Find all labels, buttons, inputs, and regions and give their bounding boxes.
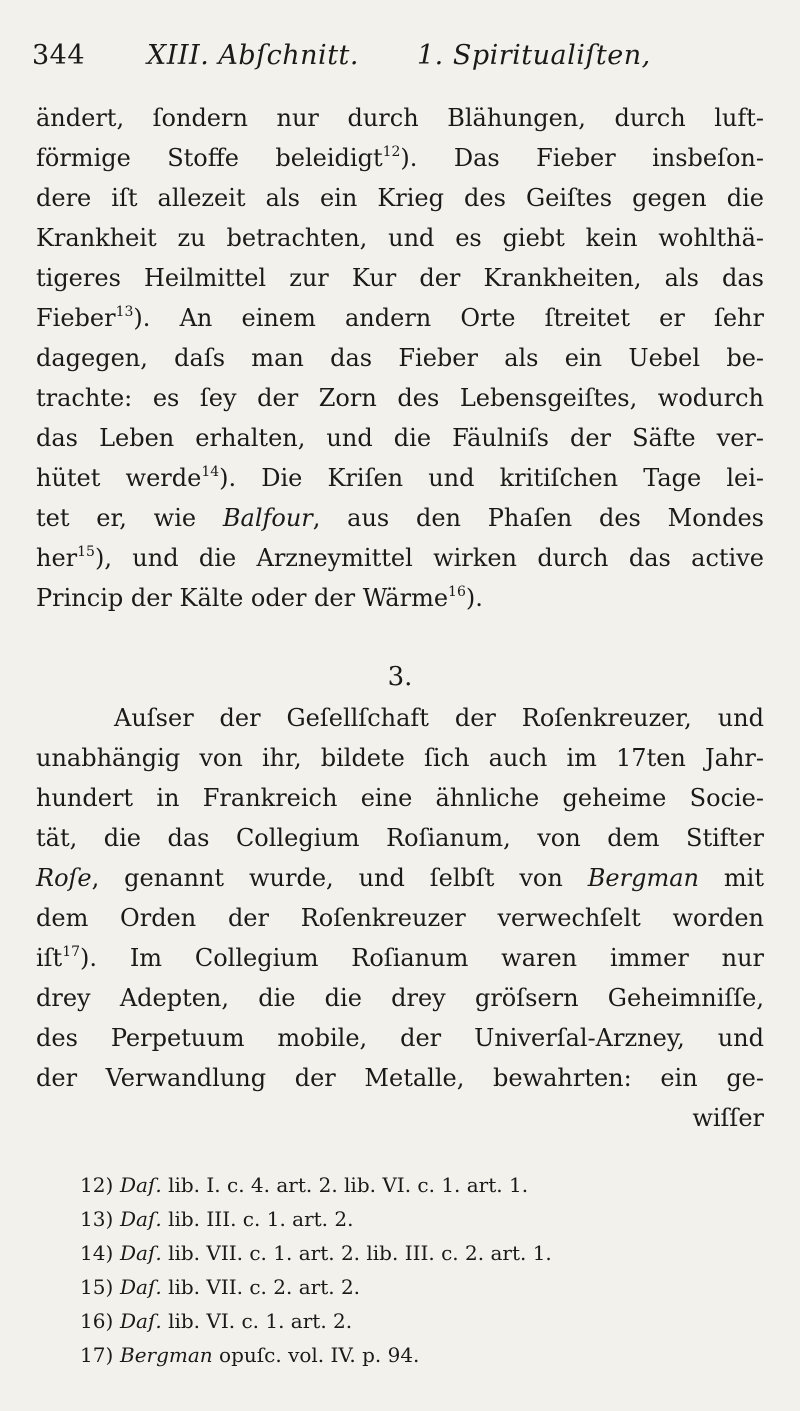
footnote: 14) Daſ. lib. VII. c. 1. art. 2. lib. III. c. 2. art. 1. [80, 1241, 552, 1265]
text-line: ändert, ſondern nur durch Blähungen, durch luft- [36, 104, 764, 132]
subsection-title: 1. Spiritualiſten, [417, 40, 651, 71]
footnote: 15) Daſ. lib. VII. c. 2. art. 2. [80, 1275, 361, 1299]
text-line: tät, die das Collegium Roſianum, von dem Stifter [36, 824, 764, 852]
text-line: Auſser der Geſellſchaft der Roſenkreuzer, und [114, 704, 764, 732]
footnote-ref[interactable]: 17 [62, 944, 81, 960]
text-line: hütet werde$^{14}$). Die Kriſen und kritiſchen Tage lei- [36, 464, 764, 492]
text-line: unabhängig von ihr, bildete ſich auch im 17ten Jahr- [36, 744, 764, 772]
text-line: dagegen, daſs man das Fieber als ein Uebel be- [36, 344, 764, 372]
text-line: dem Orden der Roſenkreuzer verwechſelt worden [36, 904, 764, 932]
footnote-ref[interactable]: 15 [77, 544, 95, 560]
text-line: dere iſt allezeit als ein Krieg des Geiſtes gegen die [36, 184, 764, 212]
text-line: Roſe, genannt wurde, und ſelbſt von Bergman mit [36, 864, 764, 892]
author-name: Balfour [222, 504, 313, 532]
footnote-ref[interactable]: 13 [115, 304, 134, 320]
text-line: des Perpetuum mobile, der Univerſal-Arzney, und [36, 1024, 764, 1052]
text-line: Princip der Kälte oder der Wärme$^{16}$). [36, 584, 483, 612]
section-title: XIII. Abſchnitt. [147, 40, 359, 71]
footnote: 13) Daſ. lib. III. c. 1. art. 2. [80, 1207, 354, 1231]
text-line: her$^{15}$), und die Arzneymittel wirken durch das active [36, 544, 764, 572]
text-line: das Leben erhalten, und die Fäulniſs der Säfte ver- [36, 424, 764, 452]
footnote: 17) Bergman opuſc. vol. IV. p. 94. [80, 1343, 420, 1367]
footnote: 12) Daſ. lib. I. c. 4. art. 2. lib. VI. c. 1. art. 1. [80, 1173, 529, 1197]
footnote-ref[interactable]: 12 [382, 144, 401, 160]
text-line: iſt$^{17}$). Im Collegium Roſianum waren immer nur [36, 944, 764, 972]
author-name: Bergman [587, 864, 699, 892]
footnote-ref[interactable]: 14 [201, 464, 220, 480]
text-line: hundert in Frankreich eine ähnliche geheime Socie- [36, 784, 764, 812]
running-header [32, 40, 772, 80]
catchword: wiſſer [692, 1104, 764, 1132]
text-line: Krankheit zu betrachten, und es giebt kein wohlthä- [36, 224, 764, 252]
text-line: förmige Stoffe beleidigt$^{12}$). Das Fieber insbeſon- [36, 144, 764, 172]
text-line: der Verwandlung der Metalle, bewahrten: ein ge- [36, 1064, 764, 1092]
page-number: 344 [32, 40, 86, 71]
text-line: tigeres Heilmittel zur Kur der Krankheiten, als das [36, 264, 764, 292]
text-line: tet er, wie Balfour, aus den Phaſen des Mondes [36, 504, 764, 532]
text-line: drey Adepten, die die drey gröſsern Geheimniſſe, [36, 984, 764, 1012]
text-line: trachte: es ſey der Zorn des Lebensgeiſtes, wodurch [36, 384, 764, 412]
section-number: 3. [387, 662, 413, 692]
text-line: Fieber$^{13}$). An einem andern Orte ſtreitet er ſehr [36, 304, 764, 332]
footnote-ref[interactable]: 16 [448, 584, 466, 600]
footnote: 16) Daſ. lib. VI. c. 1. art. 2. [80, 1309, 353, 1333]
author-name: Roſe [36, 864, 92, 892]
